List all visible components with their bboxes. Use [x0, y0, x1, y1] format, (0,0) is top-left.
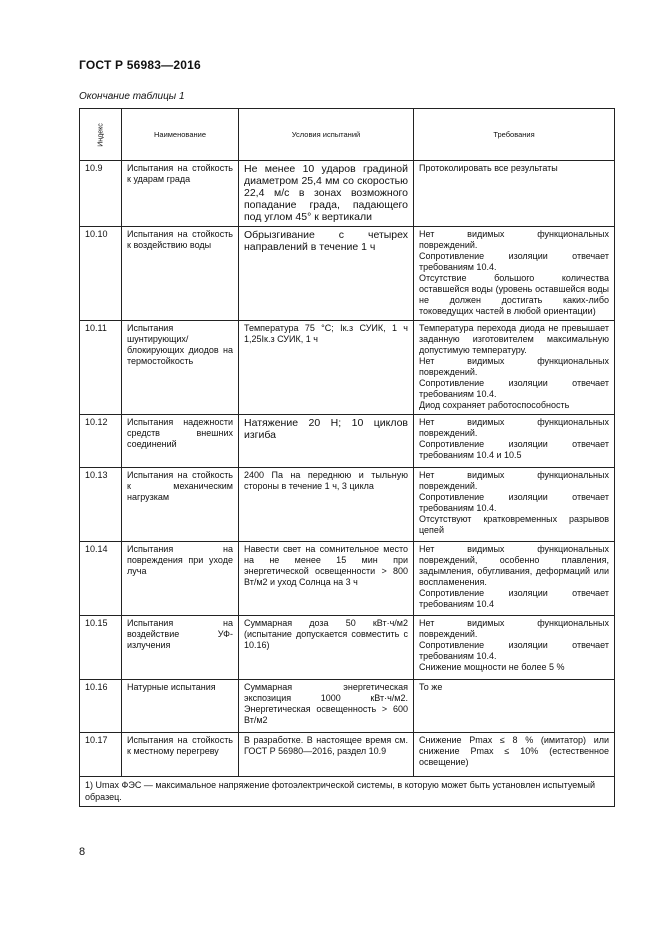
requirements-table [79, 108, 615, 807]
column-header-name: Наименование [122, 109, 239, 161]
row-name: Испытания надежности средств внешних соединений [122, 415, 239, 468]
row-index: 10.17 [80, 733, 122, 777]
row-conditions: Не менее 10 ударов градиной диаметром 25,4 мм со скоростью 22,4 м/с в зонах возможного попадание града, падающего под углом 45° к вертикали [239, 161, 414, 227]
row-requirements: Нет видимых функциональных повреждений. Сопротивление изоляции отвечает требованиям 10.4. Снижение мощности не более 5 % [414, 616, 615, 680]
row-index: 10.14 [80, 542, 122, 616]
column-header-conditions: Условия испытаний [239, 109, 414, 161]
row-index: 10.11 [80, 321, 122, 415]
row-conditions: Суммарная энергетическая экспозиция 1000 кВт·ч/м2. Энергетическая освещенность > 600 Вт/м2 [239, 680, 414, 733]
row-requirements: Нет видимых функциональных повреждений. Сопротивление изоляции отвечает требованиям 10.4. Отсутствуют кратковременных разрывов цепей [414, 468, 615, 542]
row-requirements: Протоколировать все результаты [414, 161, 615, 227]
table-row [80, 733, 615, 777]
table-row [80, 680, 615, 733]
row-name: Испытания на стойкость к воздействию воды [122, 227, 239, 321]
column-header-index: Индекс [80, 109, 122, 161]
row-conditions: Навести свет на сомнительное место на не менее 15 мин при энергетической освещенности > 800 Вт/м2 и уход Солнца на 3 ч [239, 542, 414, 616]
row-requirements: Нет видимых функциональных повреждений. Сопротивление изоляции отвечает требованиям 10.4 и 10.5 [414, 415, 615, 468]
row-name: Испытания на стойкость к ударам града [122, 161, 239, 227]
row-index: 10.16 [80, 680, 122, 733]
row-name: Испытания шунтирующих/блокирующих диодов на термостойкость [122, 321, 239, 415]
row-requirements: То же [414, 680, 615, 733]
row-conditions: Натяжение 20 Н; 10 циклов изгиба [239, 415, 414, 468]
table-row [80, 161, 615, 227]
row-name: Испытания на воздействие УФ-излучения [122, 616, 239, 680]
page-number: 8 [79, 846, 86, 858]
row-conditions: Суммарная доза 50 кВт·ч/м2 (испытание допускается совместить с 10.16) [239, 616, 414, 680]
table-row [80, 227, 615, 321]
row-name: Натурные испытания [122, 680, 239, 733]
row-requirements: Нет видимых функциональных повреждений, особенно плавления, задымления, обугливания, деформаций или воспламенения. Сопротивление изоляции отвечает требованиям 10.4 [414, 542, 615, 616]
table-header-row [80, 109, 615, 161]
table-footnote: 1) Umax ФЭС — максимальное напряжение фотоэлектрической системы, в которую может быть установлен испытуемый образец. [80, 777, 615, 807]
table-row [80, 616, 615, 680]
row-conditions: Температура 75 °C; Iк.з СУИК, 1 ч 1,25Iк.з СУИК, 1 ч [239, 321, 414, 415]
row-index: 10.12 [80, 415, 122, 468]
row-index: 10.15 [80, 616, 122, 680]
column-header-requirements: Требования [414, 109, 615, 161]
row-requirements: Снижение Pmax ≤ 8 % (имитатор) или снижение Pmax ≤ 10% (естественное освещение) [414, 733, 615, 777]
row-conditions: 2400 Па на переднюю и тыльную стороны в течение 1 ч, 3 цикла [239, 468, 414, 542]
row-index: 10.9 [80, 161, 122, 227]
table-row [80, 542, 615, 616]
row-name: Испытания на стойкость к механическим нагрузкам [122, 468, 239, 542]
table-row [80, 321, 615, 415]
row-requirements: Нет видимых функциональных повреждений. Сопротивление изоляции отвечает требованиям 10.4. Отсутствие большого количества оставшейся воды (уровень оставшейся воды не должен достигать каких-либо токоведущих частей в любой ориентации) [414, 227, 615, 321]
row-conditions: В разработке. В настоящее время см. ГОСТ Р 56980—2016, раздел 10.9 [239, 733, 414, 777]
table-caption: Окончание таблицы 1 [79, 91, 185, 102]
table-row [80, 468, 615, 542]
row-name: Испытания на повреждения при уходе луча [122, 542, 239, 616]
row-conditions: Обрызгивание с четырех направлений в течение 1 ч [239, 227, 414, 321]
row-index: 10.13 [80, 468, 122, 542]
table-row [80, 415, 615, 468]
document-header: ГОСТ Р 56983—2016 [79, 58, 201, 72]
table-footnote-row [80, 777, 615, 807]
row-requirements: Температура перехода диода не превышает заданную изготовителем максимальную допустимую температуру. Нет видимых функциональных повреждений. Сопротивление изоляции отвечает требованиям 10.4. Диод сохраняет работоспособность [414, 321, 615, 415]
row-index: 10.10 [80, 227, 122, 321]
row-name: Испытания на стойкость к местному перегреву [122, 733, 239, 777]
